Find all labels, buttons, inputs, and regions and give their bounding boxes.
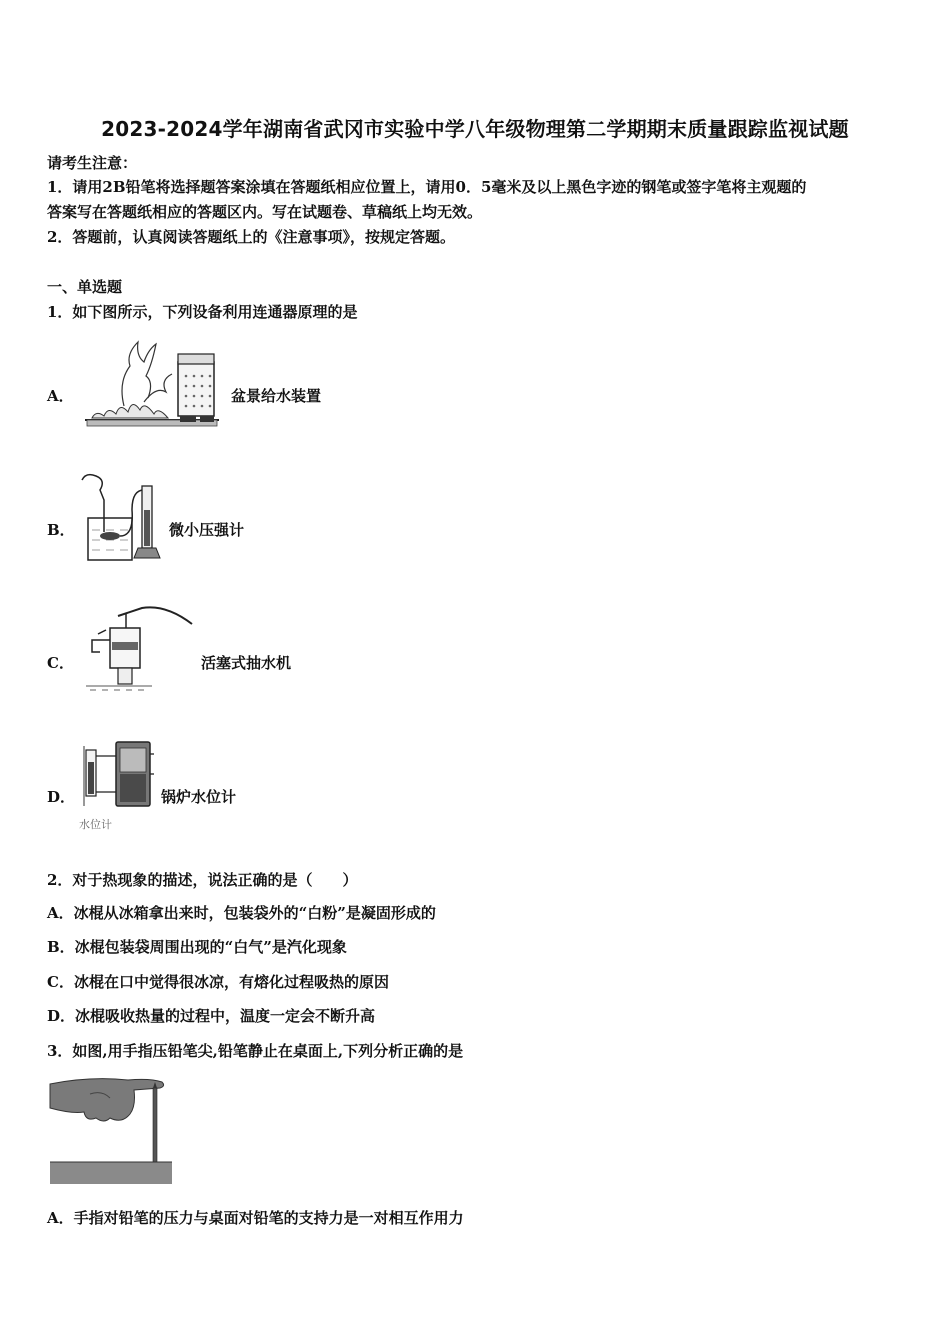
notice-line-2: 2．答题前，认真阅读答题纸上的《注意事项》，按规定答题。	[47, 228, 455, 246]
notice-heading: 请考生注意：	[47, 154, 138, 172]
notice-line-1a: 1．请用2B铅笔将选择题答案涂填在答题纸相应位置上，请用0．5毫米及以上黑色字迹的钢笔或签字笔将主观题的	[47, 178, 807, 196]
q2-option-d: D．冰棍吸收热量的过程中，温度一定会不断升高	[47, 1007, 376, 1025]
q1-option-d-caption: 锅炉水位计	[161, 788, 237, 806]
q1-option-c-letter: C．	[47, 654, 74, 672]
q1-option-b-caption: 微小压强计	[169, 521, 245, 539]
water-level-gauge-figure-label: 水位计	[79, 818, 112, 831]
bonsai-water-device-figure	[82, 332, 222, 432]
q2-option-a: A．冰棍从冰箱拿出来时，包装袋外的“白粉”是凝固形成的	[47, 904, 436, 922]
notice-line-1b: 答案写在答题纸相应的答题区内。写在试题卷、草稿纸上均无效。	[47, 203, 483, 221]
q3-option-a: A．手指对铅笔的压力与桌面对铅笔的支持力是一对相互作用力	[47, 1209, 464, 1227]
q1-option-b-letter: B．	[47, 521, 75, 539]
q2-option-b: B．冰棍包装袋周围出现的“白气”是汽化现象	[47, 938, 347, 956]
q1-stem: 1．如下图所示，下列设备利用连通器原理的是	[47, 303, 358, 321]
micro-pressure-gauge-figure	[76, 470, 166, 565]
piston-water-pump-figure	[82, 600, 197, 695]
page-title: 2023-2024学年湖南省武冈市实验中学八年级物理第二学期期末质量跟踪监视试题	[101, 117, 849, 141]
q1-option-a-letter: A．	[47, 387, 74, 405]
q3-stem: 3．如图,用手指压铅笔尖,铅笔静止在桌面上,下列分析正确的是	[47, 1042, 464, 1060]
finger-pressing-pencil-figure	[50, 1072, 172, 1184]
q1-option-d-letter: D．	[47, 788, 76, 806]
section-heading: 一、单选题	[47, 278, 123, 296]
boiler-water-level-gauge-figure	[78, 736, 160, 812]
q2-option-c: C．冰棍在口中觉得很冰凉，有熔化过程吸热的原因	[47, 973, 389, 991]
q2-stem: 2．对于热现象的描述，说法正确的是（ ）	[47, 871, 358, 889]
q1-option-a-caption: 盆景给水装置	[231, 387, 322, 405]
q1-option-c-caption: 活塞式抽水机	[201, 654, 292, 672]
